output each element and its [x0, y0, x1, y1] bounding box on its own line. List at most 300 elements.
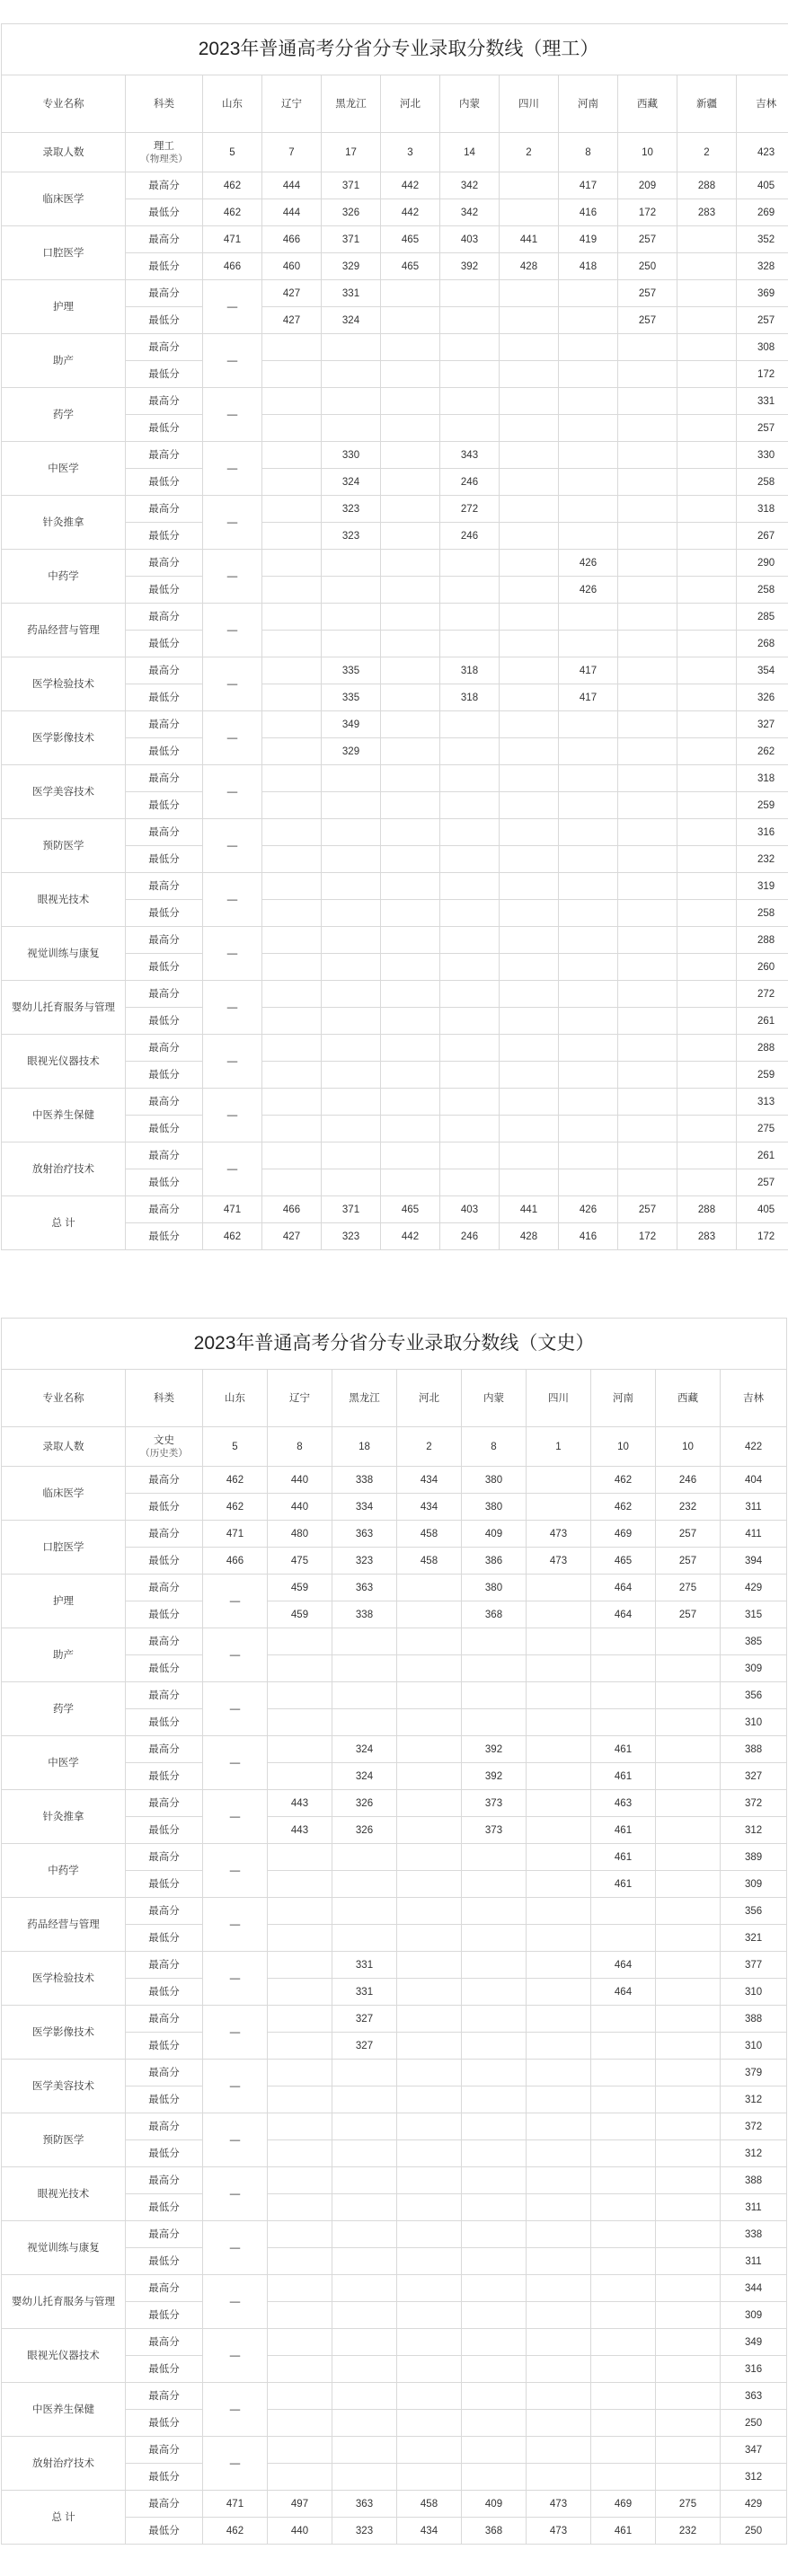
score-type-label: 最高分	[126, 1952, 203, 1979]
score-cell	[268, 2033, 332, 2060]
score-cell	[322, 927, 381, 954]
total-score-cell: 283	[677, 1223, 737, 1250]
score-cell	[656, 1682, 721, 1709]
score-cell: 309	[721, 2302, 787, 2329]
score-type-label: 最低分	[126, 684, 203, 711]
score-cell: 380	[462, 1575, 527, 1601]
table-header-row	[2, 75, 788, 133]
score-cell	[559, 631, 618, 657]
score-cell: 440	[268, 1494, 332, 1521]
major-name: 临床医学	[2, 1467, 126, 1521]
score-cell	[462, 2221, 527, 2248]
major-name: 助产	[2, 1628, 126, 1682]
score-cell: 473	[527, 1548, 591, 1575]
score-cell	[381, 684, 440, 711]
score-cell	[462, 2356, 527, 2383]
count-value: 5	[203, 133, 262, 172]
total-score-cell: 257	[618, 1196, 677, 1223]
score-cell: 318	[440, 657, 500, 684]
score-cell: 335	[322, 684, 381, 711]
score-cell	[656, 2167, 721, 2194]
score-cell: 466	[262, 226, 322, 253]
score-cell	[462, 2248, 527, 2275]
major-max-row	[2, 2437, 787, 2464]
score-cell	[618, 1116, 677, 1142]
total-score-cell: 368	[462, 2518, 527, 2545]
score-cell: 419	[559, 226, 618, 253]
score-cell	[500, 711, 559, 738]
major-max-row	[2, 2167, 787, 2194]
score-cell: 257	[656, 1601, 721, 1628]
category-cell	[126, 1427, 203, 1467]
score-cell: 388	[721, 1736, 787, 1763]
score-type-label: 最高分	[126, 981, 203, 1008]
score-cell	[397, 2437, 462, 2464]
major-name: 护理	[2, 1575, 126, 1628]
score-cell	[262, 900, 322, 927]
score-cell	[591, 2221, 656, 2248]
count-value: 422	[721, 1427, 787, 1467]
major-max-row	[2, 1898, 787, 1925]
score-cell: 311	[721, 2248, 787, 2275]
score-cell: 363	[332, 1575, 397, 1601]
score-cell	[262, 711, 322, 738]
score-cell	[268, 2302, 332, 2329]
score-cell: 327	[332, 2006, 397, 2033]
score-cell	[527, 2086, 591, 2113]
score-cell	[527, 2060, 591, 2086]
score-cell	[440, 873, 500, 900]
score-cell	[262, 496, 322, 523]
score-type-label: 最低分	[126, 1655, 203, 1682]
score-type-label: 最高分	[126, 657, 203, 684]
score-cell: 313	[737, 1089, 788, 1116]
score-cell: 326	[322, 199, 381, 226]
score-cell: 380	[462, 1467, 527, 1494]
score-cell: 258	[737, 900, 788, 927]
score-type-label: 最低分	[126, 2518, 203, 2545]
score-cell	[618, 1089, 677, 1116]
score-cell	[381, 604, 440, 631]
score-cell	[591, 2464, 656, 2491]
score-cell	[500, 846, 559, 873]
score-cell	[268, 1709, 332, 1736]
major-max-row	[2, 1467, 787, 1494]
score-cell	[462, 1682, 527, 1709]
score-cell: 394	[721, 1548, 787, 1575]
score-cell: 257	[656, 1521, 721, 1548]
score-cell: 261	[737, 1008, 788, 1035]
score-cell: 329	[322, 738, 381, 765]
score-cell	[462, 1925, 527, 1952]
score-cell	[618, 738, 677, 765]
score-cell: 172	[737, 361, 788, 388]
score-cell	[322, 1169, 381, 1196]
major-name: 中医养生保健	[2, 1089, 126, 1142]
column-header: 科类	[126, 1370, 203, 1427]
score-type-label: 最高分	[126, 2221, 203, 2248]
score-cell	[559, 280, 618, 307]
score-cell: 288	[737, 927, 788, 954]
score-type-label: 最低分	[126, 1871, 203, 1898]
score-cell	[381, 846, 440, 873]
score-cell: 386	[462, 1548, 527, 1575]
no-data-dash: —	[203, 819, 262, 873]
score-cell: 363	[332, 1521, 397, 1548]
score-cell	[381, 1089, 440, 1116]
score-cell	[656, 1709, 721, 1736]
score-cell: 471	[203, 226, 262, 253]
score-cell	[322, 819, 381, 846]
score-cell	[262, 361, 322, 388]
score-type-label: 最高分	[126, 819, 203, 846]
total-score-cell: 416	[559, 1223, 618, 1250]
score-cell: 285	[737, 604, 788, 631]
score-cell	[527, 2437, 591, 2464]
score-cell	[268, 1925, 332, 1952]
score-type-label: 最低分	[126, 631, 203, 657]
score-cell	[462, 1979, 527, 2006]
score-cell	[440, 577, 500, 604]
score-cell: 426	[559, 550, 618, 577]
no-data-dash: —	[203, 2167, 268, 2221]
score-cell: 268	[737, 631, 788, 657]
score-cell	[381, 280, 440, 307]
score-cell	[268, 1763, 332, 1790]
score-cell	[500, 927, 559, 954]
score-cell	[591, 2113, 656, 2140]
major-name: 助产	[2, 334, 126, 388]
score-cell	[262, 550, 322, 577]
major-name: 口腔医学	[2, 226, 126, 280]
score-cell	[381, 1169, 440, 1196]
score-cell	[559, 604, 618, 631]
liberal-arts-score-table	[1, 1318, 787, 2545]
score-cell	[591, 2140, 656, 2167]
total-score-cell: 473	[527, 2491, 591, 2518]
score-cell	[322, 604, 381, 631]
major-max-row	[2, 1142, 788, 1169]
score-cell	[656, 2194, 721, 2221]
score-type-label: 最低分	[126, 199, 203, 226]
total-score-cell: 458	[397, 2491, 462, 2518]
score-cell	[618, 388, 677, 415]
score-cell	[397, 2033, 462, 2060]
major-name: 眼视光技术	[2, 2167, 126, 2221]
score-cell	[500, 388, 559, 415]
score-cell	[268, 2060, 332, 2086]
score-cell: 330	[737, 442, 788, 469]
score-cell	[262, 469, 322, 496]
score-cell: 257	[656, 1548, 721, 1575]
score-cell	[656, 2113, 721, 2140]
score-cell	[332, 1898, 397, 1925]
major-name: 放射治疗技术	[2, 1142, 126, 1196]
score-cell	[559, 873, 618, 900]
column-header: 四川	[527, 1370, 591, 1427]
score-type-label: 最低分	[126, 2302, 203, 2329]
score-cell	[440, 1062, 500, 1089]
total-max-row	[2, 1196, 788, 1223]
column-header: 吉林	[721, 1370, 787, 1427]
score-cell: 290	[737, 550, 788, 577]
score-cell	[440, 981, 500, 1008]
score-cell	[462, 2167, 527, 2194]
score-type-label: 最高分	[126, 711, 203, 738]
score-type-label: 最低分	[126, 1548, 203, 1575]
no-data-dash: —	[203, 1035, 262, 1089]
score-cell	[397, 2221, 462, 2248]
major-name: 药学	[2, 388, 126, 442]
no-data-dash: —	[203, 550, 262, 604]
score-cell	[591, 1898, 656, 1925]
no-data-dash: —	[203, 280, 262, 334]
score-cell	[332, 2464, 397, 2491]
score-cell	[677, 550, 737, 577]
score-type-label: 最高分	[126, 1089, 203, 1116]
total-score-cell: 441	[500, 1196, 559, 1223]
score-type-label: 最高分	[126, 1628, 203, 1655]
score-cell: 373	[462, 1790, 527, 1817]
score-cell	[559, 469, 618, 496]
score-type-label: 最低分	[126, 1008, 203, 1035]
major-max-row	[2, 873, 788, 900]
score-cell	[381, 765, 440, 792]
score-cell	[527, 1979, 591, 2006]
score-cell	[656, 2275, 721, 2302]
category-note: （物理类）	[140, 153, 188, 164]
score-cell	[332, 2221, 397, 2248]
score-cell	[322, 577, 381, 604]
score-cell	[462, 1898, 527, 1925]
score-type-label: 最高分	[126, 2113, 203, 2140]
score-type-label: 最高分	[126, 2383, 203, 2410]
score-cell: 466	[203, 1548, 268, 1575]
score-cell	[500, 1116, 559, 1142]
score-cell	[397, 2329, 462, 2356]
score-cell: 258	[737, 469, 788, 496]
score-cell	[618, 927, 677, 954]
score-cell	[462, 2275, 527, 2302]
admission-count-row	[2, 1427, 787, 1467]
count-value: 10	[656, 1427, 721, 1467]
score-type-label: 最高分	[126, 442, 203, 469]
score-cell: 417	[559, 172, 618, 199]
score-cell	[527, 1898, 591, 1925]
score-cell	[322, 415, 381, 442]
total-score-cell: 462	[203, 1223, 262, 1250]
score-cell: 404	[721, 1467, 787, 1494]
score-cell: 427	[262, 307, 322, 334]
score-cell	[332, 2329, 397, 2356]
score-cell	[381, 738, 440, 765]
score-cell	[462, 2302, 527, 2329]
major-name: 护理	[2, 280, 126, 334]
score-cell: 458	[397, 1548, 462, 1575]
score-cell	[500, 900, 559, 927]
score-cell	[500, 657, 559, 684]
score-cell	[527, 1682, 591, 1709]
total-score-cell: 462	[203, 2518, 268, 2545]
score-cell: 459	[268, 1575, 332, 1601]
score-cell	[591, 1628, 656, 1655]
count-value: 17	[322, 133, 381, 172]
major-name: 眼视光技术	[2, 873, 126, 927]
score-cell	[381, 577, 440, 604]
score-cell	[677, 388, 737, 415]
score-type-label: 最低分	[126, 523, 203, 550]
total-score-cell: 466	[262, 1196, 322, 1223]
score-cell	[618, 469, 677, 496]
no-data-dash: —	[203, 604, 262, 657]
score-cell	[268, 1736, 332, 1763]
score-cell	[677, 1169, 737, 1196]
major-name: 药品经营与管理	[2, 1898, 126, 1952]
score-cell	[322, 954, 381, 981]
score-cell	[268, 2410, 332, 2437]
score-cell	[500, 792, 559, 819]
score-cell	[262, 1035, 322, 1062]
score-cell	[262, 523, 322, 550]
score-cell	[262, 846, 322, 873]
score-cell: 371	[322, 226, 381, 253]
score-cell: 250	[721, 2410, 787, 2437]
score-cell	[500, 1062, 559, 1089]
score-cell	[268, 2006, 332, 2033]
score-cell	[527, 2140, 591, 2167]
score-cell	[332, 2113, 397, 2140]
score-cell	[440, 550, 500, 577]
score-cell	[591, 2167, 656, 2194]
score-cell	[322, 1035, 381, 1062]
score-cell: 465	[381, 253, 440, 280]
no-data-dash: —	[203, 1682, 268, 1736]
score-cell	[397, 2356, 462, 2383]
major-max-row	[2, 2060, 787, 2086]
score-cell	[332, 2356, 397, 2383]
score-cell	[397, 2006, 462, 2033]
score-type-label: 最高分	[126, 2275, 203, 2302]
score-cell	[381, 361, 440, 388]
score-cell	[591, 2248, 656, 2275]
score-cell	[332, 1925, 397, 1952]
score-cell	[618, 900, 677, 927]
score-cell	[527, 1925, 591, 1952]
score-cell	[527, 2329, 591, 2356]
score-cell	[500, 631, 559, 657]
total-score-cell: 288	[677, 1196, 737, 1223]
score-cell: 327	[332, 2033, 397, 2060]
score-cell	[262, 954, 322, 981]
score-cell	[527, 1952, 591, 1979]
score-cell	[677, 765, 737, 792]
score-cell	[527, 1844, 591, 1871]
score-cell: 426	[559, 577, 618, 604]
score-cell	[462, 1655, 527, 1682]
score-cell	[527, 2006, 591, 2033]
major-max-row	[2, 1682, 787, 1709]
score-cell	[559, 819, 618, 846]
score-cell	[500, 415, 559, 442]
score-cell: 462	[203, 1494, 268, 1521]
score-cell	[500, 334, 559, 361]
score-cell	[527, 1575, 591, 1601]
score-cell: 418	[559, 253, 618, 280]
count-value: 8	[559, 133, 618, 172]
score-cell: 261	[737, 1142, 788, 1169]
score-cell	[397, 1628, 462, 1655]
score-cell	[618, 415, 677, 442]
score-type-label: 最高分	[126, 334, 203, 361]
score-type-label: 最高分	[126, 388, 203, 415]
score-cell	[268, 2275, 332, 2302]
total-score-cell: 275	[656, 2491, 721, 2518]
major-max-row	[2, 2329, 787, 2356]
liberal-arts-table-wrap	[1, 1318, 786, 2545]
score-cell: 310	[721, 2033, 787, 2060]
category-name: 理工	[154, 140, 174, 152]
score-cell	[500, 604, 559, 631]
score-cell: 262	[737, 738, 788, 765]
score-cell: 462	[591, 1494, 656, 1521]
score-cell: 335	[322, 657, 381, 684]
major-name: 口腔医学	[2, 1521, 126, 1575]
score-cell	[618, 442, 677, 469]
score-cell	[677, 280, 737, 307]
no-data-dash: —	[203, 442, 262, 496]
score-cell	[677, 1116, 737, 1142]
score-cell	[322, 1062, 381, 1089]
score-cell	[677, 442, 737, 469]
score-cell	[591, 2033, 656, 2060]
score-cell	[322, 846, 381, 873]
score-cell	[440, 307, 500, 334]
score-cell	[268, 1979, 332, 2006]
score-cell	[381, 631, 440, 657]
score-cell	[559, 846, 618, 873]
score-cell	[527, 2221, 591, 2248]
score-cell	[262, 684, 322, 711]
major-name: 眼视光仪器技术	[2, 2329, 126, 2383]
major-name: 医学检验技术	[2, 657, 126, 711]
score-cell	[440, 334, 500, 361]
score-cell: 459	[268, 1601, 332, 1628]
score-cell	[397, 2140, 462, 2167]
score-cell	[322, 1008, 381, 1035]
score-cell	[591, 2194, 656, 2221]
score-cell: 417	[559, 684, 618, 711]
score-cell	[527, 1494, 591, 1521]
score-type-label: 最高分	[126, 2006, 203, 2033]
total-score-cell: 172	[737, 1223, 788, 1250]
score-type-label: 最高分	[126, 1790, 203, 1817]
score-cell	[591, 2437, 656, 2464]
score-cell	[332, 2140, 397, 2167]
score-cell	[262, 334, 322, 361]
score-cell	[656, 1844, 721, 1871]
score-cell	[500, 1035, 559, 1062]
score-type-label: 最高分	[126, 1898, 203, 1925]
count-label: 录取人数	[2, 1427, 126, 1467]
score-cell	[618, 711, 677, 738]
total-score-cell: 371	[322, 1196, 381, 1223]
score-cell	[262, 738, 322, 765]
score-cell	[268, 1628, 332, 1655]
score-cell	[500, 1008, 559, 1035]
score-cell	[381, 954, 440, 981]
score-cell	[397, 1871, 462, 1898]
total-score-cell: 471	[203, 2491, 268, 2518]
